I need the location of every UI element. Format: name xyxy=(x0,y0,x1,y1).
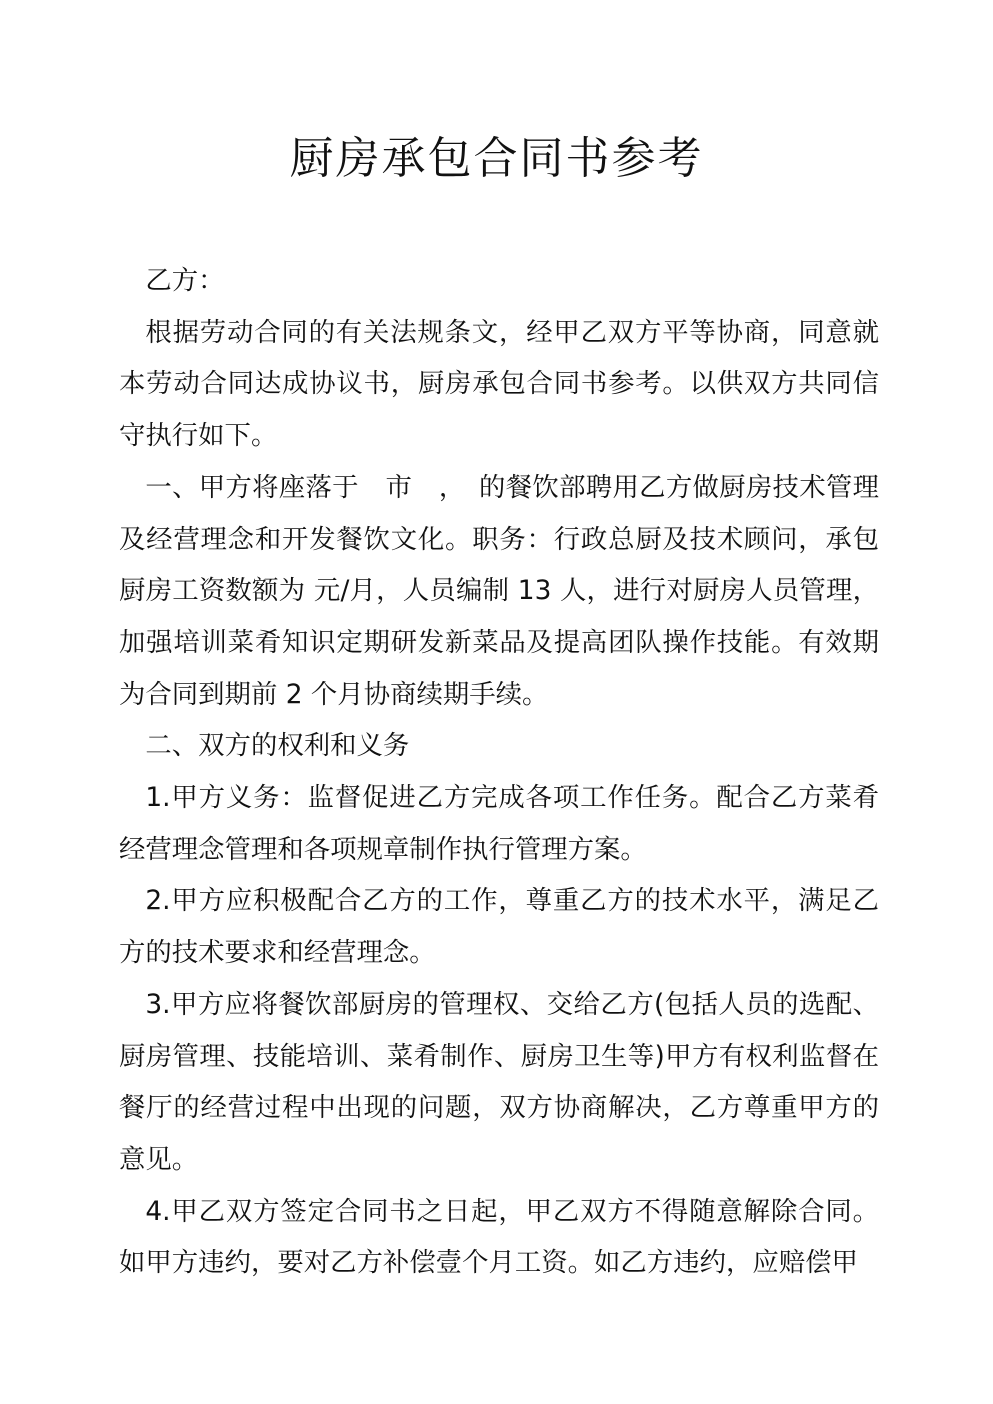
clause-2-4-paragraph: 4.甲乙双方签定合同书之日起，甲乙双方不得随意解除合同。如甲方违约，要对乙方补偿壹个月工资。如乙方违约，应赔偿甲 xyxy=(119,1195,879,1279)
document-body xyxy=(119,255,879,1289)
party-b-label: 乙方： xyxy=(145,265,225,296)
document-title: 厨房承包合同书参考 xyxy=(289,133,704,184)
clause-2-1-paragraph: 1.甲方义务：监督促进乙方完成各项工作任务。配合乙方菜肴经营理念管理和各项规章制作执行管理方案。 xyxy=(119,782,879,865)
section-two-heading: 二、双方的权利和义务 xyxy=(145,730,410,762)
clause-2-3-paragraph: 3.甲方应将餐饮部厨房的管理权、交给乙方(包括人员的选配、厨房管理、技能培训、菜肴制作、厨房卫生等)甲方有权利监督在餐厅的经营过程中出现的问题，双方协商解决，乙方尊重甲方的意见。 xyxy=(119,988,879,1175)
intro-paragraph: 根据劳动合同的有关法规条文，经甲乙双方平等协商，同意就本劳动合同达成协议书，厨房承包合同书参考。以供双方共同信守执行如下。 xyxy=(119,316,879,452)
clause-one-paragraph: 一、甲方将座落于 市 ， 的餐饮部聘用乙方做厨房技术管理及经营理念和开发餐饮文化。职务：行政总厨及技术顾问，承包厨房工资数额为 元/月，人员编制 13 人，进行对厨房人员管理，加强培训菜肴知识定期研发新菜品及提高团队操作技能。有效期为合同到期前 2 个月协商续期手续。 xyxy=(119,471,879,710)
clause-2-2-paragraph: 2.甲方应积极配合乙方的工作，尊重乙方的技术水平，满足乙方的技术要求和经营理念。 xyxy=(119,885,879,969)
